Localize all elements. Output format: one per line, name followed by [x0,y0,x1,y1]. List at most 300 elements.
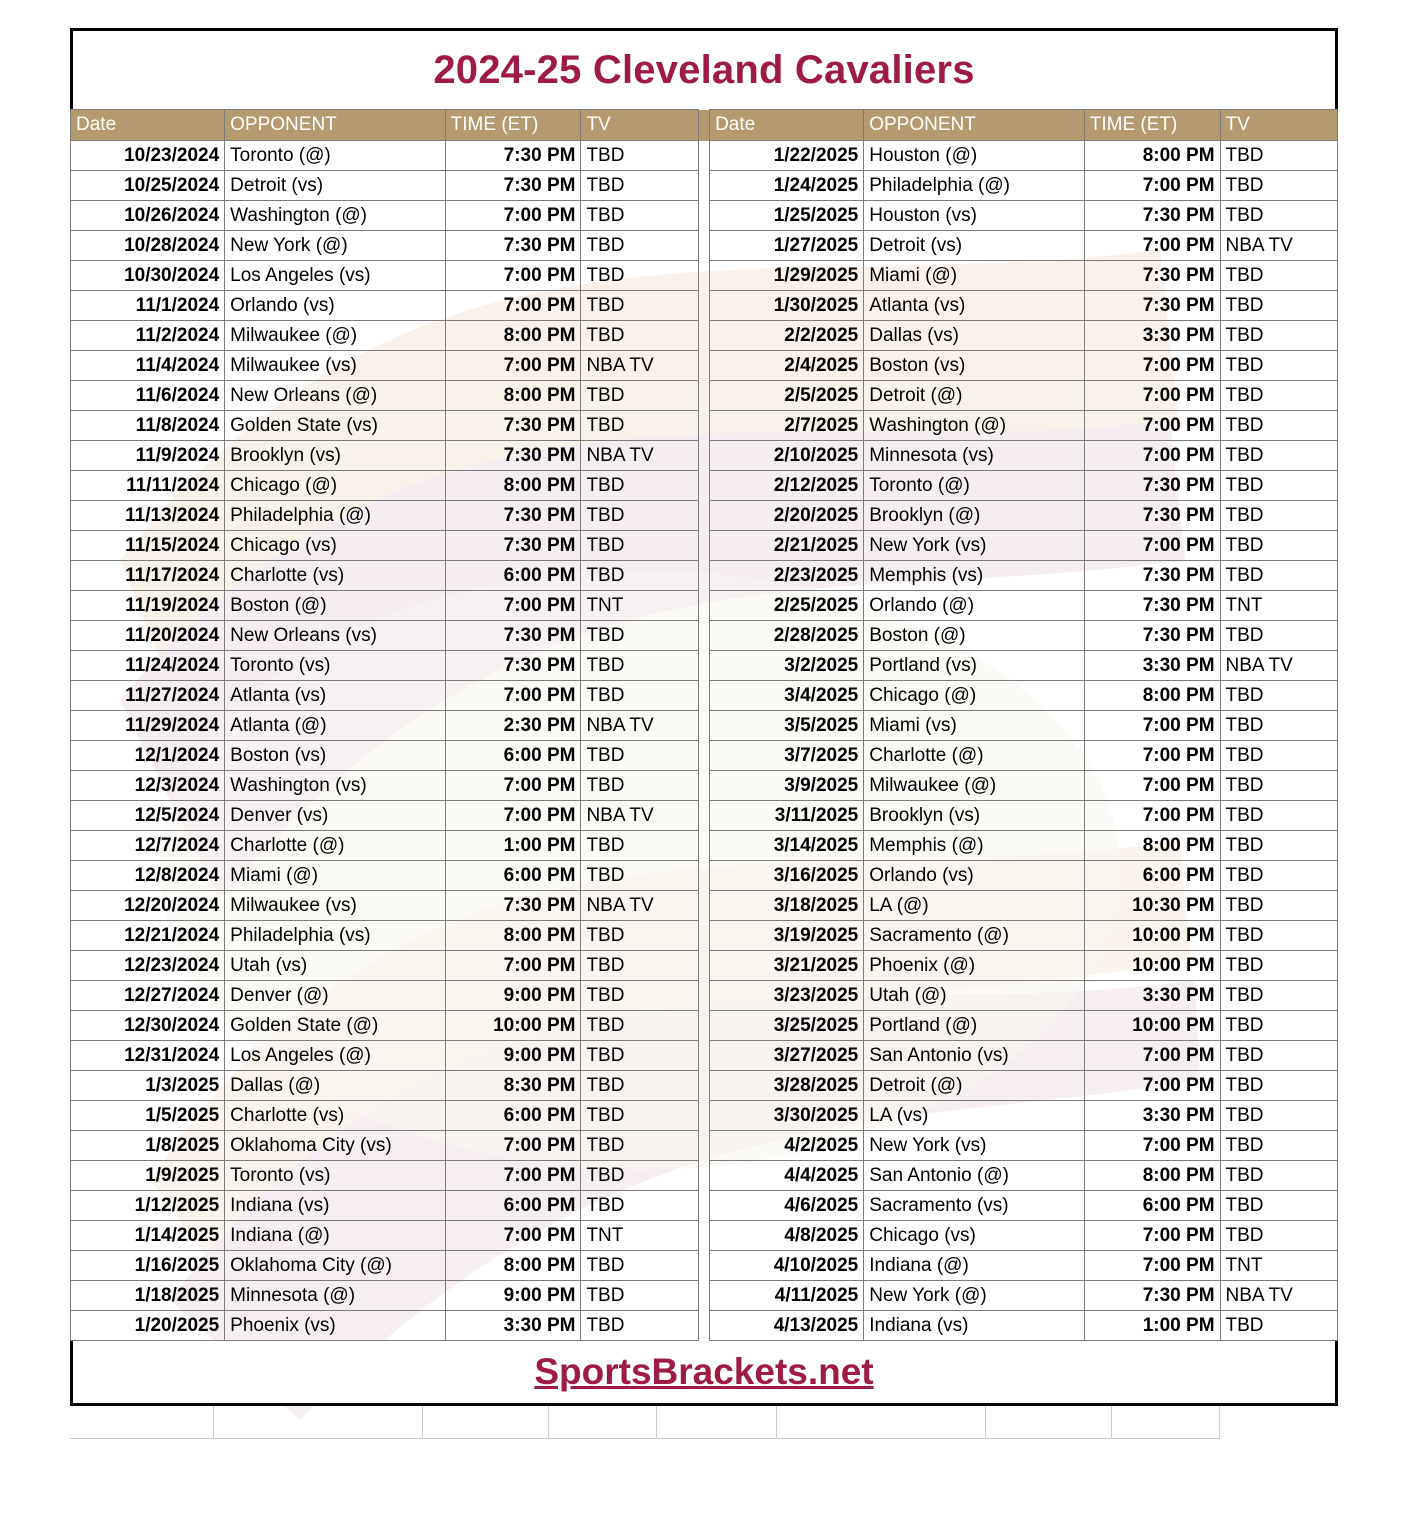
game-tv: TBD [581,141,698,171]
game-date: 11/13/2024 [71,501,225,531]
game-date: 11/2/2024 [71,321,225,351]
column-gap [698,621,709,651]
column-gap [698,381,709,411]
table-row [71,261,1338,291]
game-time: 7:00 PM [445,1161,581,1191]
game-tv: TBD [1220,771,1337,801]
game-tv: TNT [581,1221,698,1251]
game-time: 7:00 PM [1084,411,1220,441]
game-time: 8:00 PM [1084,681,1220,711]
game-date: 11/24/2024 [71,651,225,681]
game-time: 7:00 PM [445,201,581,231]
game-tv: NBA TV [581,441,698,471]
game-tv: TBD [581,651,698,681]
game-tv: TBD [1220,1101,1337,1131]
column-gap [698,351,709,381]
game-time: 7:30 PM [1084,591,1220,621]
game-opponent: Philadelphia (@) [225,501,446,531]
game-time: 7:00 PM [445,591,581,621]
game-opponent: Memphis (@) [864,831,1085,861]
game-tv: TBD [1220,321,1337,351]
game-date: 2/4/2025 [710,351,864,381]
game-date: 3/9/2025 [710,771,864,801]
game-date: 1/18/2025 [71,1281,225,1311]
game-time: 10:00 PM [1084,951,1220,981]
game-time: 3:30 PM [445,1311,581,1341]
game-date: 12/8/2024 [71,861,225,891]
game-date: 10/25/2024 [71,171,225,201]
game-opponent: Milwaukee (@) [225,321,446,351]
header-time-right: TIME (ET) [1084,110,1220,141]
column-gap [698,771,709,801]
game-time: 7:00 PM [445,1221,581,1251]
game-date: 4/8/2025 [710,1221,864,1251]
game-opponent: New York (vs) [864,531,1085,561]
table-row [71,501,1338,531]
bottom-grid [70,1406,1338,1440]
game-tv: TBD [1220,951,1337,981]
table-row [71,1191,1338,1221]
game-date: 3/11/2025 [710,801,864,831]
game-tv: TBD [1220,261,1337,291]
column-gap [698,231,709,261]
game-tv: TBD [1220,531,1337,561]
game-opponent: Detroit (@) [864,1071,1085,1101]
game-tv: TBD [581,1161,698,1191]
game-tv: TBD [581,201,698,231]
game-tv: TBD [1220,921,1337,951]
game-tv: TBD [1220,1191,1337,1221]
game-time: 7:00 PM [1084,381,1220,411]
game-tv: TBD [581,471,698,501]
game-date: 2/7/2025 [710,411,864,441]
game-date: 3/4/2025 [710,681,864,711]
table-row [71,951,1338,981]
game-tv: TBD [1220,1131,1337,1161]
game-date: 2/21/2025 [710,531,864,561]
game-time: 10:00 PM [1084,921,1220,951]
table-row [71,531,1338,561]
game-tv: TBD [581,621,698,651]
game-time: 8:00 PM [445,921,581,951]
game-date: 3/27/2025 [710,1041,864,1071]
game-opponent: Orlando (@) [864,591,1085,621]
game-date: 2/23/2025 [710,561,864,591]
game-opponent: Indiana (vs) [864,1311,1085,1341]
game-time: 9:00 PM [445,981,581,1011]
column-gap [698,1221,709,1251]
game-time: 7:30 PM [445,891,581,921]
game-opponent: Golden State (@) [225,1011,446,1041]
game-tv: TNT [1220,1251,1337,1281]
game-tv: TBD [1220,681,1337,711]
game-date: 11/20/2024 [71,621,225,651]
game-opponent: Detroit (vs) [864,231,1085,261]
bottom-cell [549,1406,657,1439]
game-tv: TBD [581,1011,698,1041]
game-date: 1/14/2025 [71,1221,225,1251]
game-tv: TBD [1220,201,1337,231]
game-tv: TBD [1220,1161,1337,1191]
table-row [71,771,1338,801]
game-opponent: Los Angeles (@) [225,1041,446,1071]
game-time: 7:00 PM [1084,1071,1220,1101]
game-date: 11/15/2024 [71,531,225,561]
game-date: 12/23/2024 [71,951,225,981]
game-opponent: Phoenix (@) [864,951,1085,981]
game-date: 3/23/2025 [710,981,864,1011]
schedule-table [70,109,1338,1341]
header-opponent-right: OPPONENT [864,110,1085,141]
game-date: 3/14/2025 [710,831,864,861]
table-row [71,711,1338,741]
game-time: 8:00 PM [445,1251,581,1281]
table-row [71,1251,1338,1281]
game-opponent: Charlotte (@) [864,741,1085,771]
column-gap [698,171,709,201]
game-opponent: Minnesota (@) [225,1281,446,1311]
game-time: 7:00 PM [445,261,581,291]
game-time: 8:00 PM [445,381,581,411]
game-date: 1/25/2025 [710,201,864,231]
game-opponent: LA (@) [864,891,1085,921]
game-opponent: Orlando (vs) [864,861,1085,891]
game-tv: TNT [1220,591,1337,621]
game-date: 3/16/2025 [710,861,864,891]
game-tv: TBD [581,951,698,981]
column-gap [698,891,709,921]
game-date: 1/27/2025 [710,231,864,261]
game-tv: TBD [581,291,698,321]
game-tv: NBA TV [1220,1281,1337,1311]
game-time: 7:00 PM [1084,1221,1220,1251]
game-date: 11/1/2024 [71,291,225,321]
bottom-cell [777,1406,986,1439]
game-time: 9:00 PM [445,1041,581,1071]
game-tv: TBD [1220,711,1337,741]
table-row [71,1281,1338,1311]
game-tv: NBA TV [581,891,698,921]
game-opponent: Washington (@) [864,411,1085,441]
bottom-cell [70,1406,214,1439]
table-row [71,291,1338,321]
column-gap [698,1011,709,1041]
game-date: 4/11/2025 [710,1281,864,1311]
table-row [71,141,1338,171]
game-date: 10/23/2024 [71,141,225,171]
game-tv: TBD [581,1281,698,1311]
column-gap [698,741,709,771]
game-time: 7:00 PM [1084,711,1220,741]
game-date: 3/18/2025 [710,891,864,921]
game-date: 3/7/2025 [710,741,864,771]
game-opponent: Boston (@) [864,621,1085,651]
game-tv: TBD [1220,861,1337,891]
game-time: 7:30 PM [1084,561,1220,591]
game-tv: TBD [581,1191,698,1221]
game-tv: TBD [1220,501,1337,531]
column-gap [698,1101,709,1131]
bottom-cell [423,1406,549,1439]
game-tv: TBD [1220,1311,1337,1341]
column-gap [698,591,709,621]
game-tv: TBD [1220,1071,1337,1101]
game-date: 12/30/2024 [71,1011,225,1041]
game-opponent: New Orleans (@) [225,381,446,411]
page-title: 2024-25 Cleveland Cavaliers [433,47,975,92]
game-date: 2/10/2025 [710,441,864,471]
column-gap [698,441,709,471]
game-opponent: Utah (vs) [225,951,446,981]
game-opponent: New Orleans (vs) [225,621,446,651]
game-opponent: Portland (@) [864,1011,1085,1041]
game-opponent: Golden State (vs) [225,411,446,441]
table-row [71,1221,1338,1251]
game-tv: TBD [581,501,698,531]
game-date: 2/5/2025 [710,381,864,411]
column-gap [698,141,709,171]
game-tv: TBD [581,921,698,951]
table-row [71,1131,1338,1161]
game-time: 3:30 PM [1084,321,1220,351]
game-date: 1/12/2025 [71,1191,225,1221]
table-row [71,231,1338,261]
game-opponent: Minnesota (vs) [864,441,1085,471]
game-time: 7:30 PM [445,441,581,471]
game-time: 7:00 PM [445,771,581,801]
game-opponent: Memphis (vs) [864,561,1085,591]
header-time-left: TIME (ET) [445,110,581,141]
column-gap [698,981,709,1011]
game-time: 7:30 PM [445,411,581,441]
game-tv: TBD [1220,621,1337,651]
game-time: 7:30 PM [1084,471,1220,501]
game-time: 7:30 PM [445,231,581,261]
game-date: 1/16/2025 [71,1251,225,1281]
game-date: 2/2/2025 [710,321,864,351]
table-row [71,201,1338,231]
header-tv-left: TV [581,110,698,141]
column-gap [698,201,709,231]
game-opponent: Brooklyn (@) [864,501,1085,531]
column-gap [698,801,709,831]
column-gap [698,531,709,561]
game-opponent: Washington (vs) [225,771,446,801]
game-opponent: Dallas (@) [225,1071,446,1101]
game-tv: TBD [581,741,698,771]
table-row [71,561,1338,591]
header-date-right: Date [710,110,864,141]
game-tv: TBD [581,1101,698,1131]
game-tv: TBD [1220,411,1337,441]
column-gap [698,681,709,711]
game-time: 7:30 PM [445,501,581,531]
table-row [71,741,1338,771]
game-time: 7:00 PM [445,1131,581,1161]
game-opponent: Atlanta (@) [225,711,446,741]
table-row [71,651,1338,681]
game-date: 4/10/2025 [710,1251,864,1281]
game-opponent: Atlanta (vs) [225,681,446,711]
game-date: 11/8/2024 [71,411,225,441]
game-opponent: Portland (vs) [864,651,1085,681]
game-opponent: Milwaukee (vs) [225,891,446,921]
game-date: 3/28/2025 [710,1071,864,1101]
schedule-body [71,141,1338,1341]
game-opponent: Indiana (@) [225,1221,446,1251]
game-opponent: Denver (vs) [225,801,446,831]
sportsbrackets-link[interactable]: SportsBrackets.net [534,1351,874,1392]
game-date: 12/31/2024 [71,1041,225,1071]
game-date: 12/20/2024 [71,891,225,921]
game-opponent: Orlando (vs) [225,291,446,321]
game-tv: TBD [581,381,698,411]
column-gap [698,831,709,861]
game-time: 7:00 PM [445,291,581,321]
game-date: 2/20/2025 [710,501,864,531]
game-time: 8:00 PM [1084,831,1220,861]
header-opponent-left: OPPONENT [225,110,446,141]
column-gap [698,1041,709,1071]
table-row [71,981,1338,1011]
game-opponent: Brooklyn (vs) [864,801,1085,831]
game-date: 11/4/2024 [71,351,225,381]
game-opponent: Miami (@) [225,861,446,891]
game-time: 3:30 PM [1084,1101,1220,1131]
game-time: 7:00 PM [1084,531,1220,561]
game-time: 7:30 PM [1084,1281,1220,1311]
game-opponent: Philadelphia (vs) [225,921,446,951]
column-gap [698,261,709,291]
table-row [71,801,1338,831]
game-time: 7:00 PM [1084,1041,1220,1071]
table-row [71,681,1338,711]
game-tv: TBD [1220,891,1337,921]
column-gap [698,501,709,531]
game-date: 10/30/2024 [71,261,225,291]
table-header-row [71,110,1338,141]
game-time: 7:00 PM [1084,741,1220,771]
game-tv: NBA TV [1220,651,1337,681]
game-tv: TBD [581,261,698,291]
game-time: 8:00 PM [1084,1161,1220,1191]
game-time: 1:00 PM [1084,1311,1220,1341]
game-time: 7:00 PM [1084,441,1220,471]
game-opponent: Oklahoma City (vs) [225,1131,446,1161]
game-time: 6:00 PM [445,1101,581,1131]
game-opponent: Toronto (@) [864,471,1085,501]
game-date: 4/6/2025 [710,1191,864,1221]
game-time: 7:30 PM [445,171,581,201]
column-gap [698,1191,709,1221]
column-gap [698,1161,709,1191]
table-row [71,381,1338,411]
game-time: 7:00 PM [1084,771,1220,801]
game-opponent: Charlotte (@) [225,831,446,861]
game-date: 3/19/2025 [710,921,864,951]
game-time: 7:00 PM [1084,171,1220,201]
table-row [71,1011,1338,1041]
game-tv: NBA TV [581,801,698,831]
game-tv: TBD [581,321,698,351]
game-tv: TBD [1220,981,1337,1011]
game-tv: TBD [1220,441,1337,471]
game-date: 11/17/2024 [71,561,225,591]
game-opponent: Boston (vs) [225,741,446,771]
column-gap [698,291,709,321]
footer-box [70,1341,1338,1406]
game-opponent: Brooklyn (vs) [225,441,446,471]
table-row [71,1311,1338,1341]
game-tv: TBD [581,831,698,861]
game-date: 12/1/2024 [71,741,225,771]
game-opponent: Chicago (vs) [864,1221,1085,1251]
game-opponent: Los Angeles (vs) [225,261,446,291]
game-time: 6:00 PM [445,741,581,771]
table-row [71,471,1338,501]
game-opponent: Chicago (vs) [225,531,446,561]
game-opponent: LA (vs) [864,1101,1085,1131]
game-tv: TBD [1220,471,1337,501]
game-time: 6:00 PM [445,561,581,591]
game-tv: TNT [581,591,698,621]
game-tv: TBD [1220,1221,1337,1251]
game-tv: NBA TV [1220,231,1337,261]
game-tv: TBD [1220,801,1337,831]
game-date: 1/29/2025 [710,261,864,291]
game-tv: NBA TV [581,711,698,741]
game-opponent: Miami (vs) [864,711,1085,741]
game-time: 9:00 PM [445,1281,581,1311]
game-date: 2/25/2025 [710,591,864,621]
game-time: 8:00 PM [1084,141,1220,171]
table-row [71,861,1338,891]
column-gap [698,951,709,981]
game-date: 4/2/2025 [710,1131,864,1161]
game-opponent: Chicago (@) [864,681,1085,711]
game-time: 7:30 PM [1084,291,1220,321]
game-tv: TBD [581,1251,698,1281]
game-date: 4/13/2025 [710,1311,864,1341]
game-tv: TBD [581,771,698,801]
game-opponent: San Antonio (@) [864,1161,1085,1191]
game-date: 12/3/2024 [71,771,225,801]
game-opponent: Houston (vs) [864,201,1085,231]
game-date: 11/6/2024 [71,381,225,411]
game-date: 3/21/2025 [710,951,864,981]
game-time: 10:30 PM [1084,891,1220,921]
game-opponent: Boston (vs) [864,351,1085,381]
game-tv: TBD [581,1131,698,1161]
table-row [71,321,1338,351]
table-row [71,1101,1338,1131]
bottom-cell [657,1406,777,1439]
game-time: 7:30 PM [445,141,581,171]
game-date: 2/28/2025 [710,621,864,651]
game-date: 1/24/2025 [710,171,864,201]
game-date: 1/8/2025 [71,1131,225,1161]
game-tv: TBD [581,1071,698,1101]
game-tv: TBD [1220,1041,1337,1071]
bottom-cell [1112,1406,1220,1439]
column-gap [698,1311,709,1341]
game-time: 7:00 PM [1084,351,1220,381]
column-gap [698,411,709,441]
game-date: 1/9/2025 [71,1161,225,1191]
game-time: 10:00 PM [445,1011,581,1041]
table-row [71,891,1338,921]
game-date: 12/5/2024 [71,801,225,831]
